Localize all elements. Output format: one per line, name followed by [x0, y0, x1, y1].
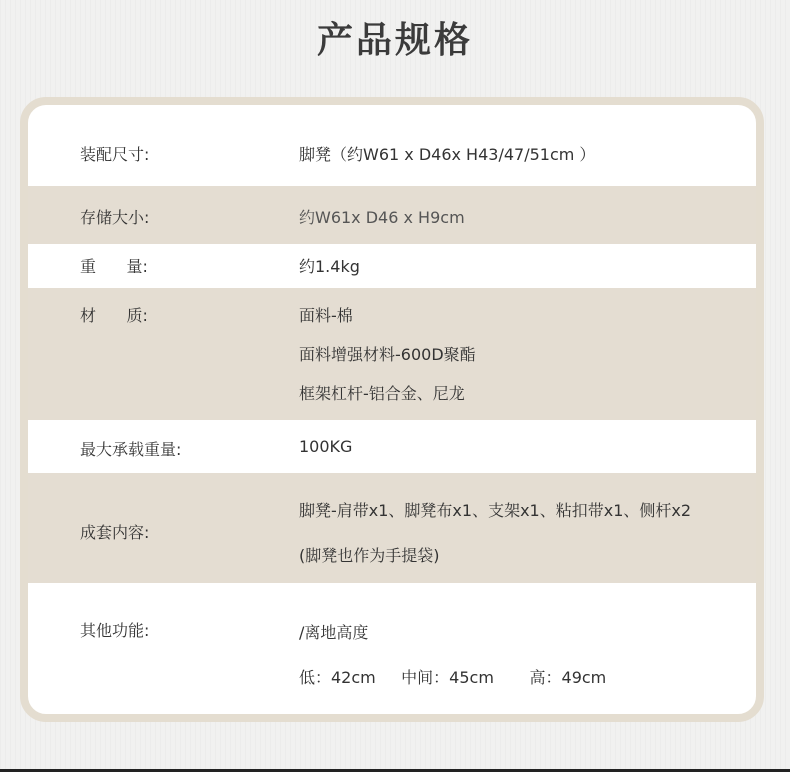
spec-value: (脚凳也作为手提袋)	[299, 546, 440, 565]
spec-value: 脚凳-肩带x1、脚凳布x1、支架x1、粘扣带x1、侧杆x2	[299, 501, 692, 520]
spec-table	[20, 97, 764, 722]
spec-value: /离地高度	[299, 623, 369, 642]
spec-label: 其他功能:	[80, 621, 150, 640]
spec-label: 重 量:	[80, 257, 148, 276]
spec-row-other-features	[28, 583, 756, 714]
spec-value: 约W61x D46 x H9cm	[299, 208, 465, 227]
spec-value: 面料-棉	[299, 306, 353, 325]
spec-row-assembled-size	[28, 105, 756, 186]
spec-label: 存储大小:	[80, 208, 150, 227]
spec-value: 低：42cm 中间：45cm 高：49cm	[299, 668, 607, 687]
spec-value: 面料增强材料-600D聚酯	[299, 345, 476, 364]
page-title: 产品规格	[316, 19, 473, 61]
spec-label: 成套内容:	[80, 523, 150, 542]
spec-row-weight	[28, 244, 756, 288]
spec-label: 最大承载重量:	[80, 440, 182, 459]
spec-row-package-contents	[28, 473, 756, 583]
spec-row-storage-size	[28, 186, 756, 244]
spec-row-material	[28, 288, 756, 420]
spec-label: 装配尺寸:	[80, 145, 150, 164]
spec-value: 框架杠杆-铝合金、尼龙	[299, 384, 465, 403]
spec-value: 约1.4kg	[299, 257, 360, 276]
spec-value: 100KG	[299, 437, 353, 456]
spec-label: 材 质:	[80, 306, 148, 325]
spec-value: 脚凳（约W61 x D46x H43/47/51cm ）	[299, 145, 596, 164]
spec-row-max-load	[28, 420, 756, 473]
